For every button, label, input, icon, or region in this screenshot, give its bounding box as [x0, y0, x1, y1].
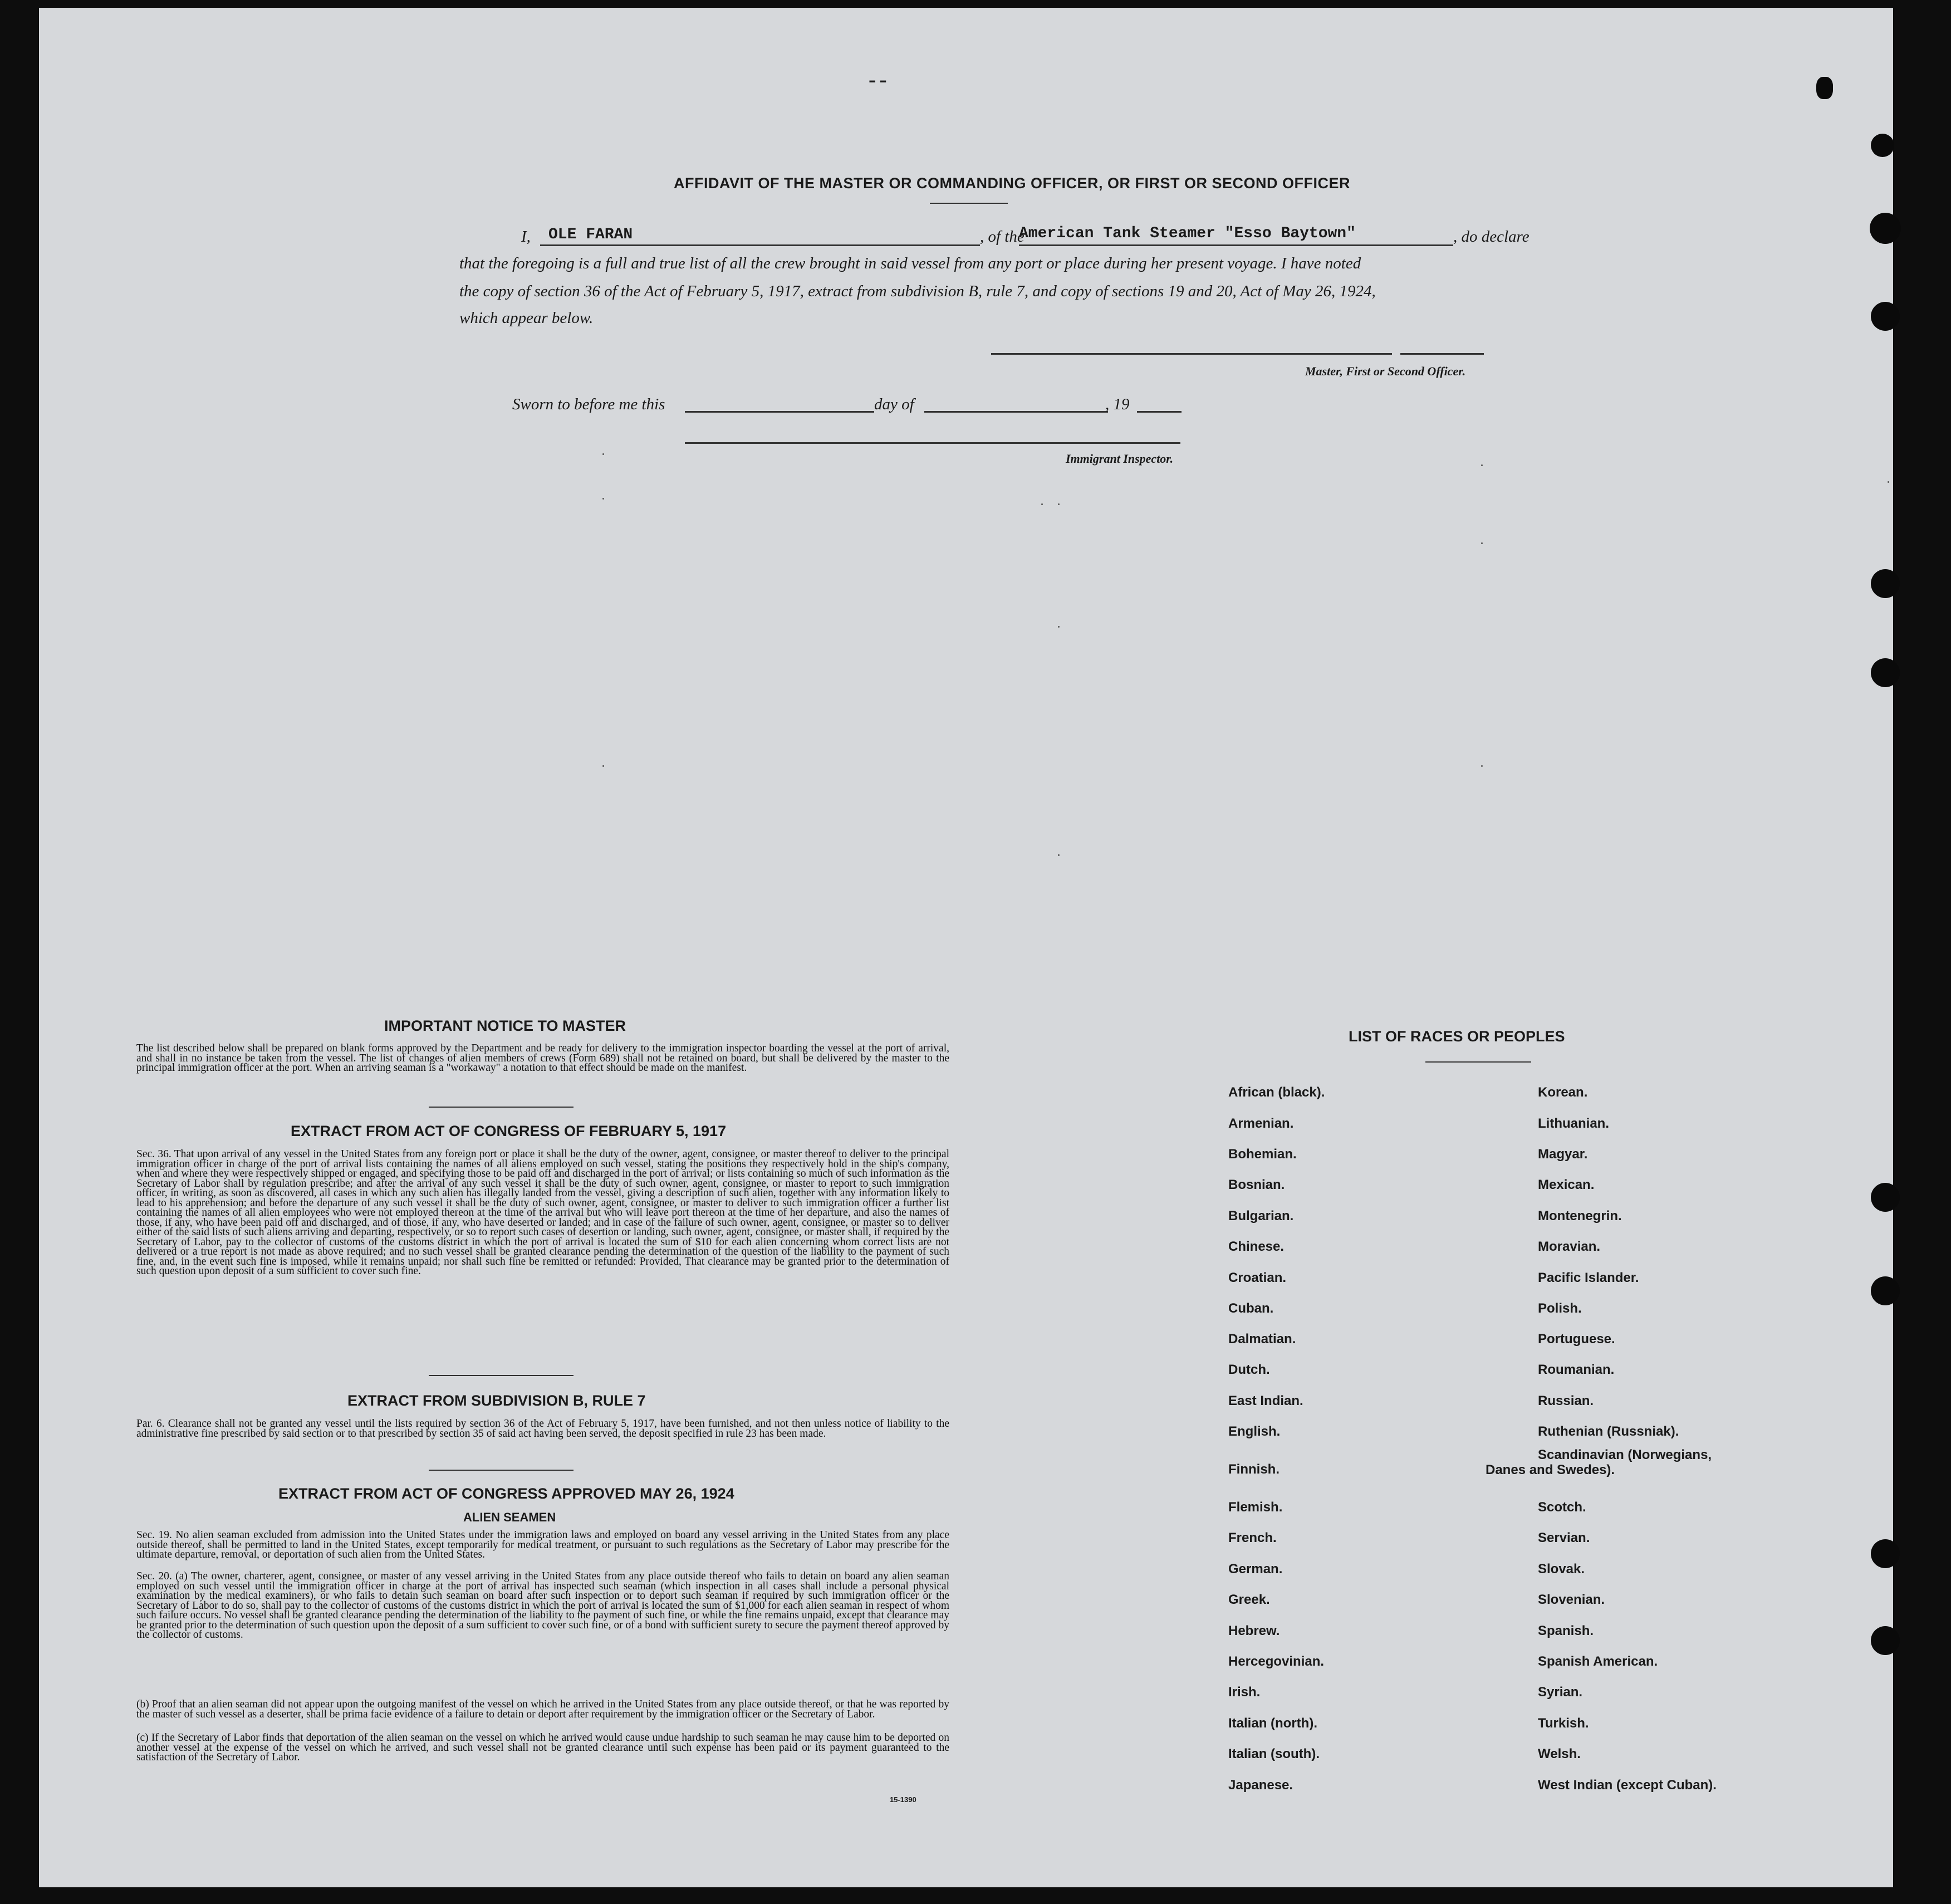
race-item: Bosnian. — [1228, 1177, 1285, 1192]
affidavit-line-3: the copy of section 36 of the Act of February 5, 1917, extract from subdivision B, rule 7, and copy of sections 19 and 20, Act of May 26, 1924, — [459, 282, 1376, 300]
page-title: AFFIDAVIT OF THE MASTER OR COMMANDING OFFICER, OR FIRST OR SECOND OFFICER — [674, 175, 1350, 192]
sworn-year-text: , 19 — [1105, 395, 1130, 413]
race-item: Dutch. — [1228, 1362, 1270, 1377]
binder-hole-icon — [1870, 213, 1901, 244]
races-title: LIST OF RACES OR PEOPLES — [1349, 1028, 1565, 1045]
race-item: Servian. — [1538, 1530, 1590, 1545]
race-item: Slovak. — [1538, 1562, 1585, 1577]
binder-hole-icon — [1871, 134, 1894, 157]
races-rule — [1425, 1061, 1531, 1063]
race-item: Scandinavian (Norwegians, — [1538, 1447, 1712, 1462]
speck — [1058, 626, 1060, 628]
race-item: Japanese. — [1228, 1778, 1293, 1793]
race-item: Hebrew. — [1228, 1623, 1280, 1638]
speck — [602, 765, 604, 767]
race-item: Ruthenian (Russniak). — [1538, 1424, 1679, 1439]
race-item: Flemish. — [1228, 1500, 1283, 1515]
do-declare-text: , do declare — [1453, 228, 1530, 246]
title-rule — [930, 203, 1008, 204]
race-item: Greek. — [1228, 1592, 1270, 1607]
binder-hole-icon — [1871, 1539, 1900, 1568]
race-item: Syrian. — [1538, 1685, 1583, 1700]
race-item: Dalmatian. — [1228, 1332, 1296, 1347]
speck — [602, 498, 604, 500]
sec20c-body: (c) If the Secretary of Labor finds that deportation of the alien seaman on the vessel on which he arrived would cause undue hardship to such seaman he may cause him to be deported on another vessel at the expense of the vessel on which he arrived, and such vessel shall not be granted clearance until such expense has been paid or its payment guaranteed to the satisfaction of the Secretary of Labor. — [136, 1733, 949, 1763]
notice-body: The list described below shall be prepared on blank forms approved by the Department and be ready for delivery to the immigration inspector boarding the vessel at the port of arrival, and shall in no instance be taken from the vessel. The list of changes of alien members of crews (Form 689) shall not be retained on board, but shall be delivered by the master to the principal immigration officer at the port. When an arriving seaman is a "workaway" a notation to that effect should be made on the manifest. — [136, 1044, 949, 1074]
race-item: Spanish. — [1538, 1623, 1594, 1638]
race-item: West Indian (except Cuban). — [1538, 1778, 1717, 1793]
sec20b-body: (b) Proof that an alien seaman did not appear upon the outgoing manifest of the vessel on which he arrived in the United States from any place outside thereof, or that he was reported by the master of such vessel as a deserter, shall be prima facie evidence of a failure to detain or deport after requirement by the immigration officer or the Secretary of Labor. — [136, 1700, 949, 1720]
rule7-rule — [429, 1470, 573, 1471]
speck — [1058, 503, 1060, 505]
inspector-caption: Immigrant Inspector. — [1066, 452, 1174, 466]
race-item: Cuban. — [1228, 1301, 1274, 1316]
binder-hole-icon — [1871, 1276, 1900, 1305]
race-item: Armenian. — [1228, 1116, 1294, 1131]
race-item: Croatian. — [1228, 1270, 1287, 1285]
sworn-text: Sworn to before me this — [512, 395, 665, 413]
race-item: Finnish. — [1228, 1462, 1280, 1477]
race-item: Portuguese. — [1538, 1332, 1615, 1347]
notice-rule — [429, 1107, 573, 1108]
race-item: Hercegovinian. — [1228, 1654, 1325, 1669]
extract-1917-rule — [429, 1375, 573, 1376]
extract-1924-subtitle: ALIEN SEAMEN — [463, 1510, 556, 1524]
master-name: OLE FARAN — [548, 226, 633, 243]
affidavit-line-4: which appear below. — [459, 309, 594, 327]
race-item: Mexican. — [1538, 1177, 1595, 1192]
race-item: African (black). — [1228, 1085, 1325, 1100]
name-underline — [540, 244, 980, 246]
race-item: Magyar. — [1538, 1147, 1588, 1162]
vessel-name: American Tank Steamer "Esso Baytown" — [1019, 225, 1356, 242]
affidavit-prefix: I, — [521, 228, 531, 246]
speck — [1041, 503, 1043, 505]
speck — [1481, 464, 1483, 466]
binder-hole-icon — [1871, 658, 1900, 687]
signature-caption: Master, First or Second Officer. — [1305, 364, 1466, 378]
race-item: Welsh. — [1538, 1746, 1581, 1761]
speck — [1058, 854, 1060, 856]
race-item: Irish. — [1228, 1685, 1261, 1700]
race-item: Russian. — [1538, 1393, 1594, 1408]
rule7-body: Par. 6. Clearance shall not be granted any vessel until the lists required by section 36 of the Act of February 5, 1917, have been furnished, and not then unless notice of liability to the administrative fine prescribed by said section or to that prescribed by section 35 of said act having been served, the deposit specified in rule 23 has been made. — [136, 1419, 949, 1440]
race-item: East Indian. — [1228, 1393, 1303, 1408]
sworn-day-text: day of — [874, 395, 914, 413]
binder-hole-icon — [1871, 569, 1900, 598]
signature-line-2 — [1400, 353, 1484, 355]
extract-1924-title: EXTRACT FROM ACT OF CONGRESS APPROVED MAY 26, 1924 — [278, 1485, 734, 1502]
notice-title: IMPORTANT NOTICE TO MASTER — [384, 1017, 626, 1034]
race-item: Bulgarian. — [1228, 1208, 1294, 1223]
race-item: Italian (south). — [1228, 1746, 1320, 1761]
race-item: Italian (north). — [1228, 1716, 1317, 1731]
top-mark: -- — [869, 67, 890, 92]
inspector-line — [685, 442, 1180, 444]
race-item: Lithuanian. — [1538, 1116, 1609, 1131]
race-item: Slovenian. — [1538, 1592, 1605, 1607]
race-item: Korean. — [1538, 1085, 1588, 1100]
speck — [1481, 765, 1483, 767]
ink-blot-icon — [1816, 77, 1833, 99]
sec19-body: Sec. 19. No alien seaman excluded from admission into the United States under the immigration laws and employed on board any vessel arriving in the United States from any place outside thereof, shall be permitted to land in the United States, except temporarily for medical treatment, or pursuant to such regulations as the Secretary of Labor may prescribe for the ultimate departure, removal, or deportation of such alien from the United States. — [136, 1530, 949, 1560]
binder-hole-icon — [1871, 1626, 1900, 1655]
sworn-year-line — [1137, 411, 1182, 413]
race-item: Chinese. — [1228, 1239, 1285, 1254]
affidavit-line-2: that the foregoing is a full and true list of all the crew brought in said vessel from any port or place during her present voyage. I have noted — [459, 254, 1361, 272]
binder-hole-icon — [1871, 1183, 1900, 1212]
race-item: Scotch. — [1538, 1500, 1586, 1515]
race-item: Spanish American. — [1538, 1654, 1658, 1669]
race-item: Turkish. — [1538, 1716, 1589, 1731]
sworn-day-line — [685, 411, 874, 413]
signature-line — [991, 353, 1392, 355]
sworn-month-line — [924, 411, 1108, 413]
rule7-title: EXTRACT FROM SUBDIVISION B, RULE 7 — [347, 1392, 646, 1409]
race-item: Pacific Islander. — [1538, 1270, 1639, 1285]
sec20a-body: Sec. 20. (a) The owner, charterer, agent, consignee, or master of any vessel arriving in the United States from any place outside thereof who fails to detain on board any alien seaman employed on such vessel until the immigration officer in charge at the port of arrival has inspected such seaman (which inspection in all cases shall include a personal physical examination by the medical examiners), or who fails to detain such seaman on board after such inspection or to deport such seaman if required by such immigration officer or the Secretary of Labor to do so, shall pay to the collector of customs of the customs district in which the port of arrival is located the sum of $1,000 for each alien seaman in respect of whom such failure occurs. No vessel shall be granted clearance pending the determination of the liability to the payment of such fine, or while the fine remains unpaid, except that clearance may be granted prior to the determination of such question upon the deposit of a sum sufficient to cover such fine, or of a bond with sufficient surety to secure the payment thereof approved by the collector of customs. — [136, 1572, 949, 1641]
of-the-text: , of the — [980, 228, 1024, 246]
binder-hole-icon — [1871, 302, 1900, 331]
extract-1917-title: EXTRACT FROM ACT OF CONGRESS OF FEBRUARY 5, 1917 — [291, 1123, 727, 1139]
form-number: 15-1390 — [890, 1795, 916, 1804]
speck — [602, 453, 604, 455]
race-item: German. — [1228, 1562, 1283, 1577]
vessel-underline — [1019, 244, 1453, 246]
speck — [1481, 542, 1483, 544]
race-item: English. — [1228, 1424, 1281, 1439]
race-item: Danes and Swedes). — [1486, 1462, 1615, 1477]
race-item: French. — [1228, 1530, 1277, 1545]
race-item: Moravian. — [1538, 1239, 1601, 1254]
race-item: Polish. — [1538, 1301, 1582, 1316]
race-item: Roumanian. — [1538, 1362, 1615, 1377]
race-item: Bohemian. — [1228, 1147, 1297, 1162]
race-item: Montenegrin. — [1538, 1208, 1622, 1223]
document-page — [39, 8, 1893, 1887]
speck — [1888, 481, 1889, 483]
extract-1917-body: Sec. 36. That upon arrival of any vessel in the United States from any foreign port or place it shall be the duty of the owner, agent, consignee, or master thereof to deliver to the principal immigration officer in charge of the port of arrival lists containing the names of all aliens employed on such vessel, stating the positions they respectively hold in the ship's company, when and where they were respectively shipped or engaged, and specifying those to be paid off and discharged in the port of arrival; or lists containing so much of such information as the Secretary of Labor shall by regulation prescribe; and after the arrival of any such vessel it shall be the duty of such owner, agent, consignee, or master to report to such immigration officer, in writing, as soon as discovered, all cases in which any such alien has illegally landed from the vessel, giving a description of such alien, together with any information likely to lead to his apprehension; and before the departure of any such vessel it shall be the duty of such owner, agent, consignee, or master to deliver to such immigration officer a further list containing the names of all alien employees who were not employed thereon at the time of the arrival but who will leave port thereon at the time of her departure, and also the names of those, if any, who have been paid off and discharged, and of those, if any, who have deserted or landed; and in case of the failure of such owner, agent, consignee, or master so to deliver either of the said lists of such aliens arriving and departing, respectively, or so to report such cases of desertion or landing, such owner, agent, consignee, or master shall, if required by the Secretary of Labor, pay to the collector of customs of the customs district in which the port of arrival is located the sum of $10 for each alien concerning whom correct lists are not delivered or a true report is not made as above required; and no such vessel shall be granted clearance pending the determination of the question of the liability to the payment of such fine, and, in the event such fine is imposed, while it remains unpaid; nor shall such fine be remitted or refunded: Provided, That clearance may be granted prior to the determination of such question upon deposit of a sum sufficient to cover such fine. — [136, 1149, 949, 1277]
